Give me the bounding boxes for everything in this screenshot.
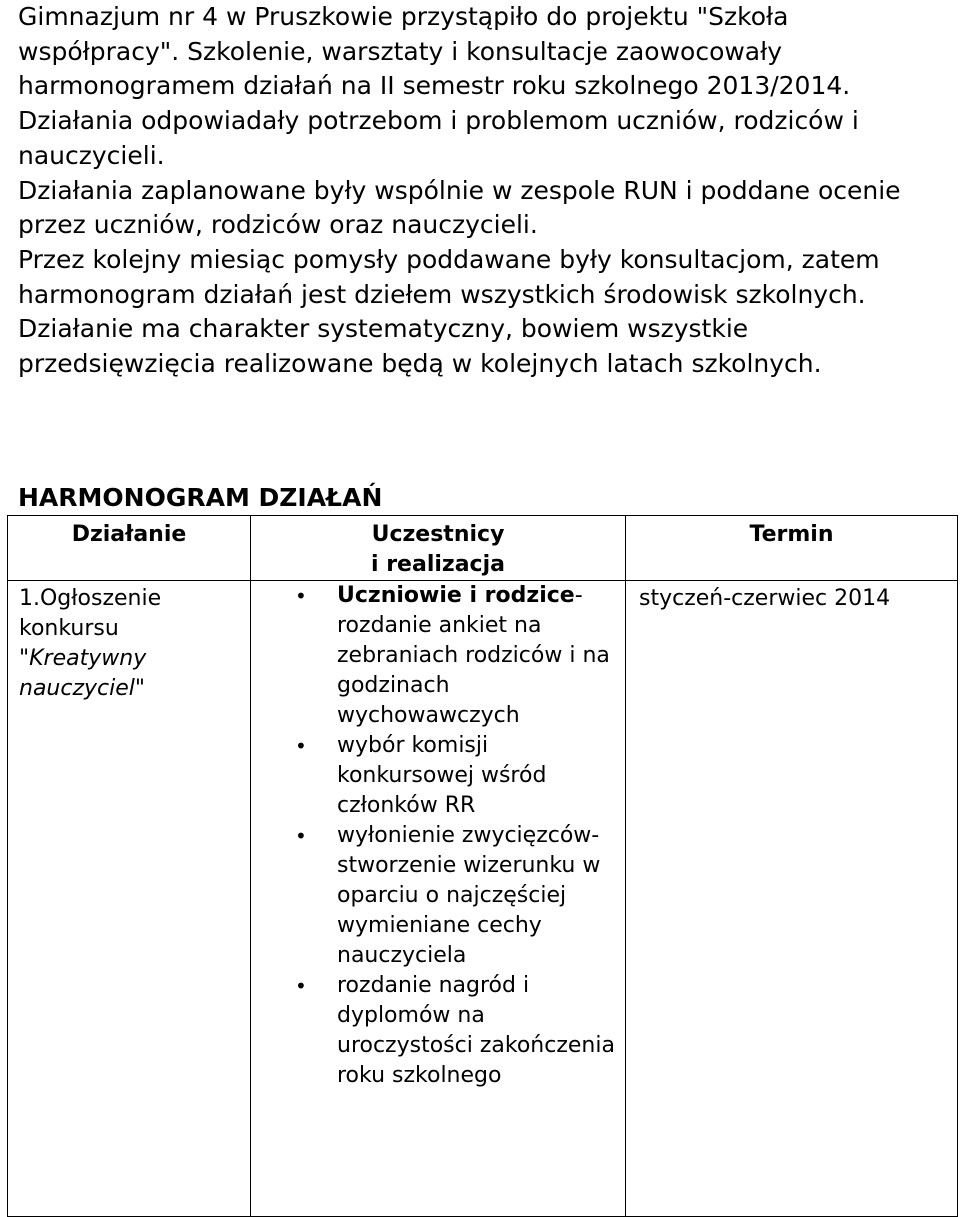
bullet-icon: • bbox=[295, 974, 307, 998]
intro-paragraph: Działania zaplanowane były wspólnie w zespole RUN i poddane ocenie przez uczniów, rodziców oraz nauczycieli. bbox=[18, 175, 901, 240]
intro-paragraph: Przez kolejny miesiąc pomysły poddawane były konsultacjom, zatem harmonogram działań jest dziełem wszystkich środowisk szkolnych. bbox=[18, 244, 880, 309]
list-item bbox=[251, 731, 621, 821]
intro-text bbox=[18, 0, 948, 382]
intro-paragraph: Działania odpowiadały potrzebom i problemom uczniów, rodziców i nauczycieli. bbox=[18, 106, 859, 170]
participants-bold: Uczniowie i rodzice bbox=[337, 583, 575, 608]
intro-paragraph: Działanie ma charakter systematyczny, bowiem wszystkie przedsięwzięcia realizowane będą w kolejnych latach szkolnych. bbox=[18, 314, 822, 379]
header-participants-line1: Uczestnicy bbox=[371, 522, 505, 547]
list-item-text: wyłonienie zwycięzców-stworzenie wizerunku w oparciu o najczęściej wymieniane cechy nauczyciela bbox=[337, 823, 601, 968]
term-value: styczeń-czerwiec 2014 bbox=[639, 586, 891, 611]
schedule-table bbox=[7, 515, 958, 1217]
bullet-icon: • bbox=[295, 584, 307, 608]
list-item bbox=[251, 581, 621, 731]
header-action-label: Działanie bbox=[71, 522, 187, 547]
table-row bbox=[8, 581, 958, 1217]
header-action bbox=[8, 516, 251, 581]
participants-cell bbox=[251, 581, 626, 1217]
participants-first-rest: -rozdanie ankiet na zebraniach rodziców i na godzinach wychowawczych bbox=[337, 583, 610, 728]
term-cell bbox=[626, 581, 958, 1217]
list-item-text: rozdanie nagród i dyplomów na uroczystości zakończenia roku szkolnego bbox=[337, 973, 615, 1088]
list-item bbox=[251, 971, 621, 1091]
table-header-row bbox=[8, 516, 958, 581]
header-participants bbox=[251, 516, 626, 581]
header-term bbox=[626, 516, 958, 581]
list-item bbox=[251, 821, 621, 971]
action-number: 1.Ogłoszenie konkursu bbox=[19, 586, 162, 641]
header-term-label: Termin bbox=[749, 522, 834, 547]
bullet-icon: • bbox=[295, 734, 307, 758]
intro-paragraph: Gimnazjum nr 4 w Pruszkowie przystąpiło do projektu "Szkoła współpracy". Szkolenie, warsztaty i konsultacje zaowocowały harmonogramem działań na II semestr roku szkolnego 2013/2014. bbox=[18, 2, 851, 101]
header-participants-line2: i realizacja bbox=[371, 552, 505, 577]
bullet-icon: • bbox=[295, 824, 307, 848]
list-item-text: wybór komisji konkursowej wśród członków RR bbox=[337, 733, 547, 818]
action-name: "Kreatywny nauczyciel" bbox=[19, 646, 147, 701]
participants-list bbox=[251, 581, 621, 1091]
schedule-heading: HARMONOGRAM DZIAŁAŃ bbox=[18, 483, 383, 512]
action-cell bbox=[8, 581, 251, 1217]
